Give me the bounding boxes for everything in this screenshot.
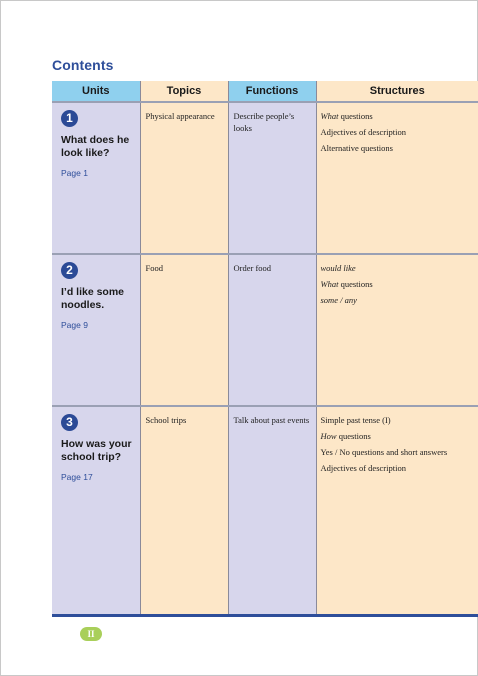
unit-number-badge: 3 xyxy=(61,414,78,431)
structure-italic: How xyxy=(320,431,337,441)
structure-text: questions xyxy=(338,111,373,121)
structures-cell xyxy=(316,102,478,254)
topic-text: School trips xyxy=(145,415,187,425)
contents-table xyxy=(52,81,478,617)
header-topics: Topics xyxy=(140,81,228,102)
topic-text: Food xyxy=(145,263,163,273)
structure-text: Alternative questions xyxy=(320,143,393,153)
page-title: Contents xyxy=(52,57,114,73)
header-functions: Functions xyxy=(228,81,316,102)
header-row xyxy=(52,81,478,102)
structures-list xyxy=(317,407,478,474)
structure-text: Adjectives of description xyxy=(320,463,406,473)
structure-item xyxy=(321,110,475,122)
structures-cell xyxy=(316,254,478,406)
structure-text: Adjectives of description xyxy=(320,127,406,137)
unit-page-link[interactable]: Page 17 xyxy=(61,472,93,482)
header-structures: Structures xyxy=(316,81,478,102)
topic-cell xyxy=(140,102,228,254)
unit-cell xyxy=(52,102,140,254)
structure-item xyxy=(321,462,475,474)
unit-cell xyxy=(52,254,140,406)
function-cell xyxy=(228,254,316,406)
structures-cell xyxy=(316,406,478,616)
unit-title: How was your school trip? xyxy=(61,438,132,463)
unit-number-badge: 1 xyxy=(61,110,78,127)
structure-item xyxy=(321,430,475,442)
page-number-badge: II xyxy=(80,627,102,641)
structure-italic: What xyxy=(320,279,339,289)
unit-row-3 xyxy=(52,406,478,616)
topic-cell xyxy=(140,254,228,406)
structure-text: Simple past tense (I) xyxy=(320,415,391,425)
topic-cell xyxy=(140,406,228,616)
structure-italic: some / any xyxy=(320,295,357,305)
unit-number-badge: 2 xyxy=(61,262,78,279)
function-text: Talk about past events xyxy=(233,415,310,425)
structure-text: questions xyxy=(338,279,373,289)
unit-row-1 xyxy=(52,102,478,254)
structures-list xyxy=(317,255,478,306)
function-cell xyxy=(228,102,316,254)
function-text: Describe people’s looks xyxy=(233,111,295,133)
unit-row-2 xyxy=(52,254,478,406)
unit-title: I’d like some noodles. xyxy=(61,286,125,311)
function-text: Order food xyxy=(233,263,272,273)
unit-page-link[interactable]: Page 9 xyxy=(61,320,88,330)
function-cell xyxy=(228,406,316,616)
structure-text: Yes / No questions and short answers xyxy=(320,447,448,457)
structure-item xyxy=(321,142,475,154)
structure-italic: What xyxy=(320,111,339,121)
structure-item xyxy=(321,278,475,290)
structure-item xyxy=(321,446,475,458)
structure-text: questions xyxy=(336,431,371,441)
structure-item xyxy=(321,414,475,426)
unit-page-link[interactable]: Page 1 xyxy=(61,168,88,178)
topic-text: Physical appearance xyxy=(145,111,215,121)
structure-item xyxy=(321,294,475,306)
structure-item xyxy=(321,126,475,138)
header-units: Units xyxy=(52,81,140,102)
structures-list xyxy=(317,103,478,154)
unit-cell xyxy=(52,406,140,616)
unit-title: What does he look like? xyxy=(61,134,130,159)
structure-item xyxy=(321,262,475,274)
structure-italic: would like xyxy=(320,263,356,273)
